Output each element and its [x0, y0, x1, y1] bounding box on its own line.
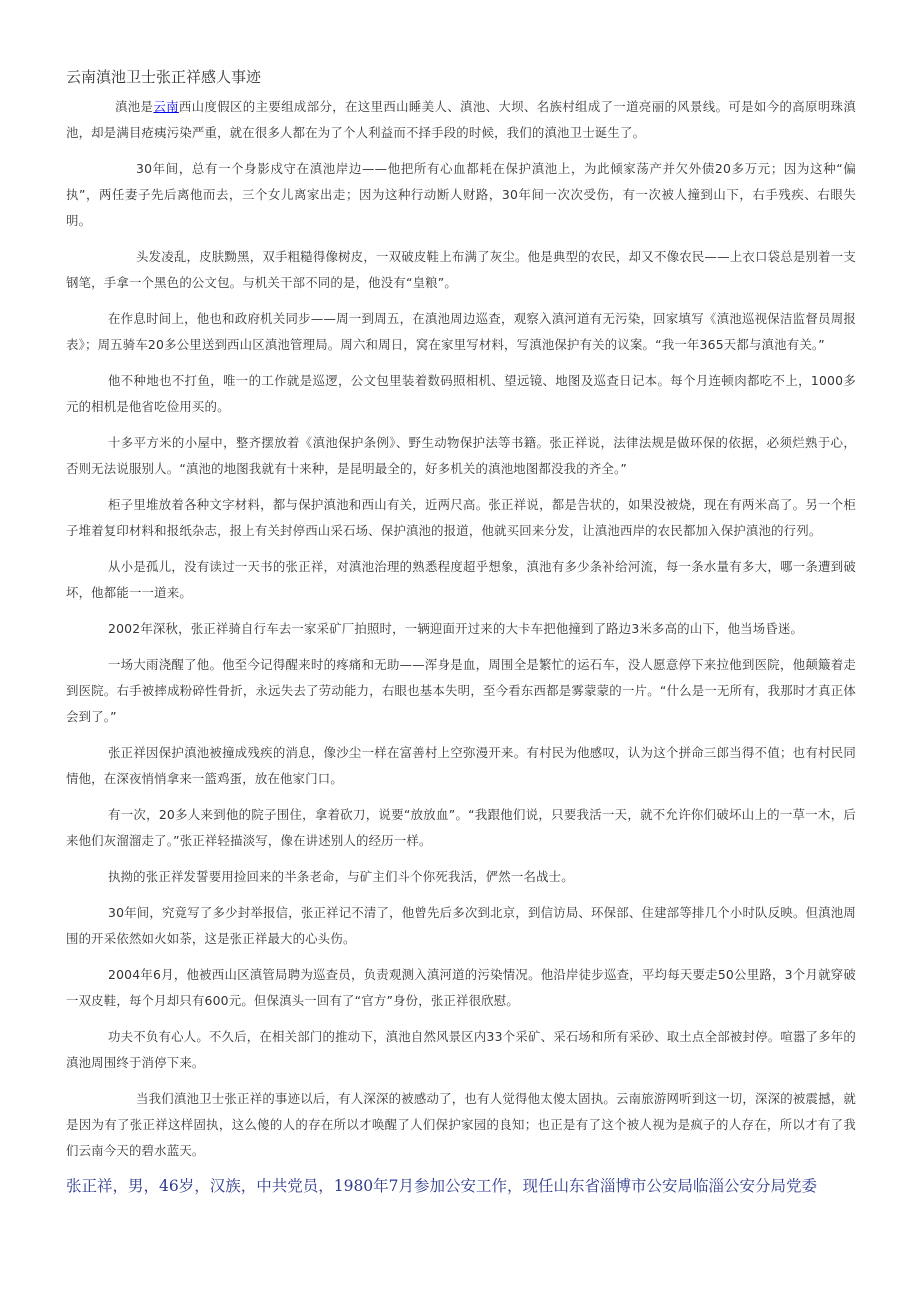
paragraph: 2002年深秋，张正祥骑自行车去一家采矿厂拍照时，一辆迎面开过来的大卡车把他撞到了路边3米多高的山下，他当场昏迷。 [108, 621, 804, 636]
paragraph: 张正祥因保护滇池被撞成残疾的消息，像沙尘一样在富善村上空弥漫开来。有村民为他感叹，认为这个拼命三郎当得不值；也有村民同情他，在深夜悄悄拿来一篮鸡蛋，放在他家门口。 [66, 745, 856, 786]
paragraph: 从小是孤儿，没有读过一天书的张正祥，对滇池治理的熟悉程度超乎想象，滇池有多少条补给河流，每一条水量有多大，哪一条遭到破坏，他都能一一道来。 [66, 559, 856, 600]
yunnan-link[interactable]: 云南 [153, 99, 179, 114]
paragraph: 执拗的张正祥发誓要用捡回来的半条老命，与矿主们斗个你死我活，俨然一名战士。 [108, 869, 574, 884]
paragraph: 30年间，总有一个身影戍守在滇池岸边——他把所有心血都耗在保护滇池上，为此倾家荡产并欠外债20多万元；因为这种“偏执”，两任妻子先后离他而去，三个女儿离家出走；因为这种行动断人财路，30年间一次次受伤，有一次被人撞到山下，右手残疾、右眼失明。 [66, 161, 856, 228]
bio-line: 张正祥，男，46岁，汉族，中共党员，1980年7月参加公安工作，现任山东省淄博市公安局临淄公安分局党委 [66, 1177, 818, 1195]
paragraph: 当我们滇池卫士张正祥的事迹以后，有人深深的被感动了，也有人觉得他太傻太固执。云南旅游网听到这一切，深深的被震撼，就是因为有了张正祥这样固执，这么傻的人的存在所以才唤醒了人们保护家园的良知；也正是有了这个被人视为是疯子的人存在，所以才有了我们云南今天的碧水蓝天。 [66, 1091, 856, 1158]
paragraph: 功夫不负有心人。不久后，在相关部门的推动下，滇池自然风景区内33个采矿、采石场和所有采砂、取土点全部被封停。喧嚣了多年的滇池周围终于消停下来。 [66, 1029, 856, 1070]
paragraph: 柜子里堆放着各种文字材料，都与保护滇池和西山有关，近两尺高。张正祥说，都是告状的，如果没被烧，现在有两米高了。另一个柜子堆着复印材料和报纸杂志，报上有关封停西山采石场、保护滇池的报道，他就买回来分发，让滇池西岸的农民都加入保护滇池的行列。 [66, 497, 856, 538]
paragraph: 头发凌乱，皮肤黝黑，双手粗糙得像树皮，一双破皮鞋上布满了灰尘。他是典型的农民，却又不像农民——上衣口袋总是别着一支钢笔，手拿一个黑色的公文包。与机关干部不同的是，他没有“皇粮”。 [66, 249, 856, 290]
paragraph: 他不种地也不打鱼，唯一的工作就是巡逻，公文包里装着数码照相机、望远镜、地图及巡查日记本。每个月连顿肉都吃不上，1000多元的相机是他省吃俭用买的。 [66, 373, 856, 414]
paragraph: 2004年6月，他被西山区滇管局聘为巡查员，负责观测入滇河道的污染情况。他沿岸徒步巡查，平均每天要走50公里路，3个月就穿破一双皮鞋，每个月却只有600元。但保滇头一回有了“官方”身份，张正祥很欣慰。 [66, 967, 856, 1008]
document-title: 云南滇池卫士张正祥感人事迹 [66, 68, 262, 86]
paragraph: 一场大雨浇醒了他。他至今记得醒来时的疼痛和无助——浑身是血，周围全是繁忙的运石车，没人愿意停下来拉他到医院，他颠簸着走到医院。右手被摔成粉碎性骨折，永远失去了劳动能力，右眼也基本失明，至今看东西都是雾蒙蒙的一片。“什么是一无所有，我那时才真正体会到了。” [66, 657, 856, 724]
paragraph: 30年间，究竟写了多少封举报信，张正祥记不清了，他曾先后多次到北京，到信访局、环保部、住建部等排几个小时队反映。但滇池周围的开采依然如火如荼，这是张正祥最大的心头伤。 [66, 905, 856, 946]
paragraph-intro [66, 94, 856, 146]
paragraph: 有一次，20多人来到他的院子围住，拿着砍刀，说要“放放血”。“我跟他们说，只要我活一天，就不允许你们破坏山上的一草一木，后来他们灰溜溜走了。”张正祥轻描淡写，像在讲述别人的经历一样。 [66, 807, 856, 848]
document-page [66, 66, 856, 1198]
paragraph: 在作息时间上，他也和政府机关同步——周一到周五，在滇池周边巡查，观察入滇河道有无污染，回家填写《滇池巡视保洁监督员周报表》；周五骑车20多公里送到西山区滇池管理局。周六和周日，窝在家里写材料，写滇池保护有关的议案。“我一年365天都与滇池有关。” [66, 311, 856, 352]
paragraph: 十多平方米的小屋中，整齐摆放着《滇池保护条例》、野生动物保护法等书籍。张正祥说，法律法规是做环保的依据，必须烂熟于心，否则无法说服别人。“滇池的地图我就有十来种，是昆明最全的，好多机关的滇池地图都没我的齐全。” [66, 435, 856, 476]
intro-text-after: 西山度假区的主要组成部分，在这里西山睡美人、滇池、大坝、名族村组成了一道亮丽的风景线。可是如今的高原明珠滇池，却是满目疮痍污染严重，就在很多人都在为了个人利益而不择手段的时候，我们的滇池卫士诞生了。 [66, 99, 856, 140]
intro-text-before: 滇池是 [115, 99, 154, 114]
